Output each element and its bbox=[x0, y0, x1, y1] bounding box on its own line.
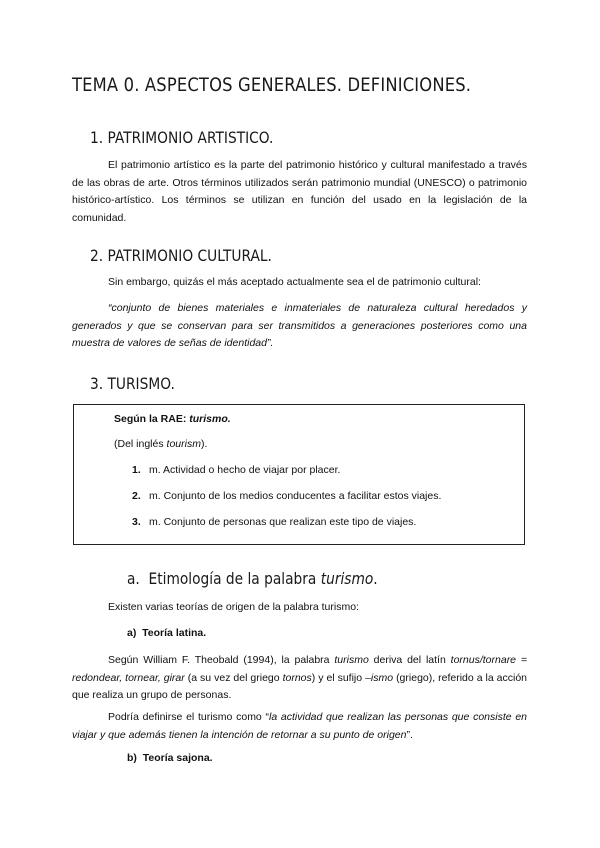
rae-definition-number: 3. bbox=[132, 516, 141, 528]
paragraph-patrimonio-artistico: El patrimonio artístico es la parte del patrimonio histórico y cultural manifestado a través de las obras de arte. Otros términos utilizados serán patrimonio mundial (UNESCO) o patrimonio histórico-artístico. Los términos se utilizan en función del usado en la legislación de la comunidad. bbox=[72, 159, 527, 224]
heading-teoria-latina: a) Teoría latina. bbox=[127, 627, 207, 639]
paragraph-definicion-turismo bbox=[72, 709, 527, 744]
etymology-heading-term: turismo bbox=[320, 569, 374, 588]
latin-text-e: (a su vez del griego bbox=[184, 671, 283, 684]
latin-text-c: deriva del latín bbox=[368, 654, 451, 666]
etymology-heading-suffix: . bbox=[373, 569, 378, 588]
latin-text-b: turismo bbox=[334, 654, 369, 666]
rae-origin-word: tourism bbox=[166, 438, 201, 450]
latin-text-f: tornos bbox=[282, 671, 312, 684]
latin-text-d: tornus/tornare = redondear, tornear, girar bbox=[72, 654, 528, 684]
quote-patrimonio-cultural: “conjunto de bienes materiales e inmateriales de naturaleza cultural heredados y generados y que se conservan para ser transmitidos a generaciones posteriores como una muestra de valores de señas de identidad”. bbox=[72, 302, 527, 349]
page-title: TEMA 0. ASPECTOS GENERALES. DEFINICIONES. bbox=[72, 74, 472, 96]
subsection-heading-etimologia bbox=[127, 569, 378, 588]
latin-text-a: Según William F. Theobald (1994), la palabra bbox=[108, 654, 335, 666]
rae-label bbox=[114, 413, 231, 425]
rae-definition-text: m. Conjunto de personas que realizan este tipo de viajes. bbox=[149, 516, 417, 528]
paragraph-patrimonio-cultural-intro: Sin embargo, quizás el más aceptado actualmente sea el de patrimonio cultural: bbox=[108, 276, 481, 288]
rae-definition-item bbox=[132, 464, 340, 476]
rae-definition-box bbox=[73, 404, 525, 545]
rae-definition-text: m. Actividad o hecho de viajar por placer. bbox=[149, 464, 341, 476]
rae-origin-pre: (Del inglés bbox=[114, 438, 167, 450]
rae-definition-text: m. Conjunto de los medios conducentes a facilitar estos viajes. bbox=[149, 490, 442, 502]
rae-definition-number: 1. bbox=[132, 464, 141, 476]
rae-origin-post: ). bbox=[200, 438, 208, 450]
rae-label-text: Según la RAE: bbox=[114, 413, 190, 425]
heading-teoria-sajona: b) Teoría sajona. bbox=[127, 752, 213, 764]
definition-text-a: Podría definirse el turismo como “ bbox=[108, 711, 269, 723]
etymology-heading-prefix: a. Etimología de la palabra bbox=[127, 569, 321, 588]
section-heading-turismo: 3. TURISMO. bbox=[90, 374, 175, 393]
latin-text-h: –ismo bbox=[365, 671, 394, 684]
definition-text-b: la actividad que realizan las personas que consiste en viajar y que además tienen la intención de retornar a su punto de origen bbox=[72, 711, 527, 741]
rae-definition-item bbox=[132, 490, 441, 502]
rae-definition-number: 2. bbox=[132, 490, 141, 502]
latin-text-g: ) y el sufijo bbox=[311, 671, 366, 684]
section-heading-patrimonio-cultural: 2. PATRIMONIO CULTURAL. bbox=[90, 246, 272, 265]
rae-definition-item bbox=[132, 516, 416, 528]
paragraph-etymology-intro: Existen varias teorías de origen de la palabra turismo: bbox=[108, 601, 359, 613]
definition-text-c: ”. bbox=[406, 728, 413, 741]
rae-term: turismo. bbox=[189, 413, 231, 425]
latin-text-i: (griego), referido a la acción que realiza un grupo de personas. bbox=[72, 671, 528, 701]
rae-origin bbox=[114, 438, 207, 450]
paragraph-teoria-latina bbox=[72, 652, 527, 705]
section-heading-patrimonio-artistico: 1. PATRIMONIO ARTISTICO. bbox=[90, 128, 274, 147]
